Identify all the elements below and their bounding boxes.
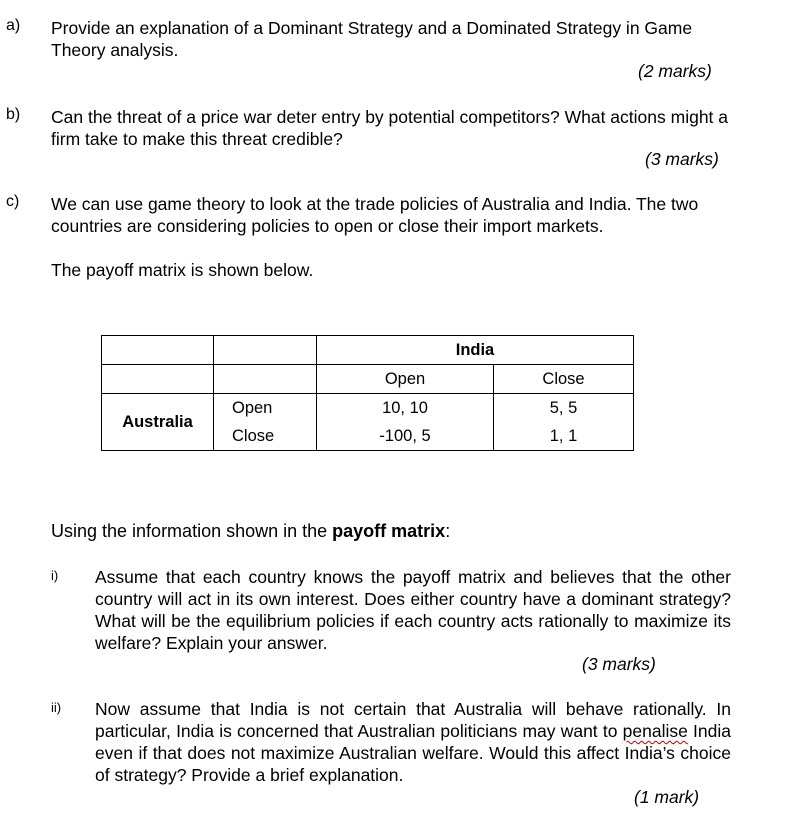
spellcheck-flagged-word: penalise	[622, 721, 688, 741]
sub-question-ii-label: ii)	[51, 700, 62, 715]
matrix-col-strategy-close: Close	[494, 365, 634, 394]
using-info-bold: payoff matrix	[332, 521, 446, 541]
question-c-text: We can use game theory to look at the trade policies of Australia and India. The two countries are considering policies to open or close their import markets.	[51, 194, 699, 236]
matrix-cell-close-close: 1, 1	[494, 422, 634, 451]
matrix-blank-cell	[102, 365, 214, 394]
question-a-marks: (2 marks)	[638, 61, 712, 81]
using-info-line	[51, 521, 450, 542]
sub-question-ii-text	[95, 698, 731, 786]
question-a-label: a)	[6, 17, 21, 34]
question-b-text: Can the threat of a price war deter entry by potential competitors? What actions might a firm take to make this threat credible?	[51, 107, 729, 149]
sub-question-i-label: i)	[51, 568, 59, 583]
matrix-row-strategy-close: Close	[214, 422, 317, 451]
question-b-marks: (3 marks)	[645, 149, 719, 169]
question-b-label: b)	[6, 106, 21, 123]
using-info-prefix: Using the information shown in the	[51, 521, 333, 541]
matrix-cell-open-open: 10, 10	[317, 394, 494, 423]
matrix-cell-close-open: -100, 5	[317, 422, 494, 451]
sub-question-ii-text-before: Now assume that India is not certain that Australia will behave rationally. In particular, India is concerned that Australian politicians may want to	[95, 699, 731, 741]
using-info-suffix: :	[445, 521, 451, 541]
sub-question-i-text: Assume that each country knows the payoff matrix and believes that the other country will act in its own interest. Does either country have a dominant strategy? What will be the equilibrium policies if each country acts rationally to maximize its welfare? Explain your answer.	[95, 567, 731, 653]
matrix-cell-open-close: 5, 5	[494, 394, 634, 423]
matrix-col-player: India	[317, 336, 634, 365]
sub-question-ii-text-after: India even if that does not maximize Australian welfare. Would this affect India’s choice of strategy? Provide a brief explanation.	[95, 721, 732, 785]
matrix-row-player: Australia	[102, 394, 214, 451]
matrix-blank-cell	[102, 336, 214, 365]
matrix-row-strategy-open: Open	[214, 394, 317, 423]
matrix-blank-cell	[214, 365, 317, 394]
sub-question-ii-marks: (1 mark)	[634, 787, 700, 807]
matrix-blank-cell	[214, 336, 317, 365]
question-a-text: Provide an explanation of a Dominant Strategy and a Dominated Strategy in Game Theory analysis.	[51, 18, 693, 60]
matrix-col-strategy-open: Open	[317, 365, 494, 394]
payoff-matrix	[101, 335, 634, 451]
question-c-label: c)	[6, 193, 20, 210]
sub-question-i-marks: (3 marks)	[582, 654, 656, 674]
payoff-intro: The payoff matrix is shown below.	[51, 260, 314, 280]
